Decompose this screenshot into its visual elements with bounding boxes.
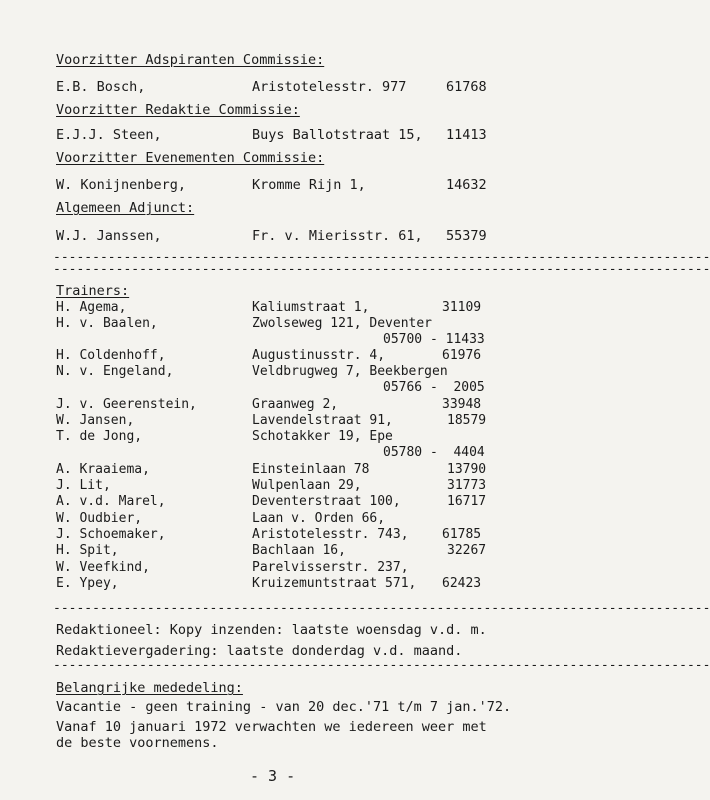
committee-address: Buys Ballotstraat 15,	[252, 127, 423, 143]
trainer-address: Lavendelstraat 91,	[252, 413, 393, 428]
trainer-name: T. de Jong,	[56, 429, 143, 444]
trainer-address: Wulpenlaan 29,	[252, 478, 362, 493]
trainer-address: Kaliumstraat 1,	[252, 300, 370, 315]
committee-address: Aristotelesstr. 977	[252, 79, 407, 95]
announcement-heading: Belangrijke mededeling:	[56, 680, 243, 696]
committee-heading-redaktie: Voorzitter Redaktie Commissie:	[56, 102, 300, 118]
trainer-phone: 61785	[442, 527, 482, 542]
trainer-name: W. Jansen,	[56, 413, 135, 428]
trainer-name: A. v.d. Marel,	[56, 494, 166, 509]
trainer-name: W. Veefkind,	[56, 560, 150, 575]
committee-phone: 55379	[446, 228, 487, 244]
separator-line: ------------------------------------------------------------------------------------	[53, 601, 710, 616]
committee-name: W.J. Janssen,	[56, 228, 162, 244]
trainer-address: Schotakker 19, Epe	[252, 429, 393, 444]
trainer-address: Parelvisserstr. 237,	[252, 560, 409, 575]
trainer-name: W. Oudbier,	[56, 511, 143, 526]
note-redaktievergadering: Redaktievergadering: laatste donderdag v.d. maand.	[56, 643, 463, 659]
separator-line: ------------------------------------------------------------------------------------	[53, 250, 710, 265]
committee-phone: 61768	[446, 79, 487, 95]
trainer-name: A. Kraaiema,	[56, 462, 150, 477]
trainer-phone: 05780 - 4404	[383, 445, 485, 460]
trainer-address: Graanweg 2,	[252, 397, 339, 412]
trainer-phone: 61976	[442, 348, 482, 363]
page-number: - 3 -	[250, 767, 296, 785]
trainer-name: H. v. Baalen,	[56, 316, 158, 331]
trainer-address: Deventerstraat 100,	[252, 494, 401, 509]
announcement-line: Vacantie - geen training - van 20 dec.'71 t/m 7 jan.'72.	[56, 699, 512, 715]
trainer-name: J. Lit,	[56, 478, 111, 493]
trainer-address: Laan v. Orden 66,	[252, 511, 386, 526]
trainer-address: Aristotelesstr. 743,	[252, 527, 409, 542]
trainer-phone: 05700 - 11433	[383, 332, 485, 347]
trainer-name: H. Coldenhoff,	[56, 348, 166, 363]
trainer-name: H. Spit,	[56, 543, 119, 558]
announcement-line: Vanaf 10 januari 1972 verwachten we iedereen weer met	[56, 719, 487, 735]
trainer-phone: 32267	[447, 543, 487, 558]
note-redaktioneel: Redaktioneel: Kopy inzenden: laatste woensdag v.d. m.	[56, 622, 487, 638]
committee-name: W. Konijnenberg,	[56, 177, 187, 193]
committee-name: E.J.J. Steen,	[56, 127, 162, 143]
announcement-line: de beste voornemens.	[56, 735, 219, 751]
trainer-phone: 16717	[447, 494, 487, 509]
committee-name: E.B. Bosch,	[56, 79, 146, 95]
separator-line: ------------------------------------------------------------------------------------	[53, 262, 710, 277]
committee-phone: 14632	[446, 177, 487, 193]
trainers-heading: Trainers:	[56, 283, 130, 299]
trainer-address: Veldbrugweg 7, Beekbergen	[252, 364, 448, 379]
trainer-name: N. v. Engeland,	[56, 364, 174, 379]
committee-heading-adspiranten: Voorzitter Adspiranten Commissie:	[56, 52, 325, 68]
trainer-name: H. Agema,	[56, 300, 127, 315]
committee-address: Kromme Rijn 1,	[252, 177, 366, 193]
trainer-name: J. v. Geerenstein,	[56, 397, 197, 412]
trainer-name: E. Ypey,	[56, 576, 119, 591]
trainer-phone: 18579	[447, 413, 487, 428]
trainer-phone: 33948	[442, 397, 482, 412]
trainer-address: Kruizemuntstraat 571,	[252, 576, 417, 591]
trainer-phone: 31773	[447, 478, 487, 493]
committee-heading-adjunct: Algemeen Adjunct:	[56, 200, 195, 216]
trainer-address: Bachlaan 16,	[252, 543, 346, 558]
trainer-name: J. Schoemaker,	[56, 527, 166, 542]
trainer-phone: 13790	[447, 462, 487, 477]
separator-line: ------------------------------------------------------------------------------------	[53, 658, 710, 673]
committee-address: Fr. v. Mierisstr. 61,	[252, 228, 423, 244]
trainer-phone: 31109	[442, 300, 482, 315]
trainer-phone: 05766 - 2005	[383, 380, 485, 395]
trainer-address: Augustinusstr. 4,	[252, 348, 386, 363]
trainer-address: Zwolseweg 121, Deventer	[252, 316, 433, 331]
trainer-phone: 62423	[442, 576, 482, 591]
committee-heading-evenementen: Voorzitter Evenementen Commissie:	[56, 150, 325, 166]
trainer-address: Einsteinlaan 78	[252, 462, 370, 477]
committee-phone: 11413	[446, 127, 487, 143]
